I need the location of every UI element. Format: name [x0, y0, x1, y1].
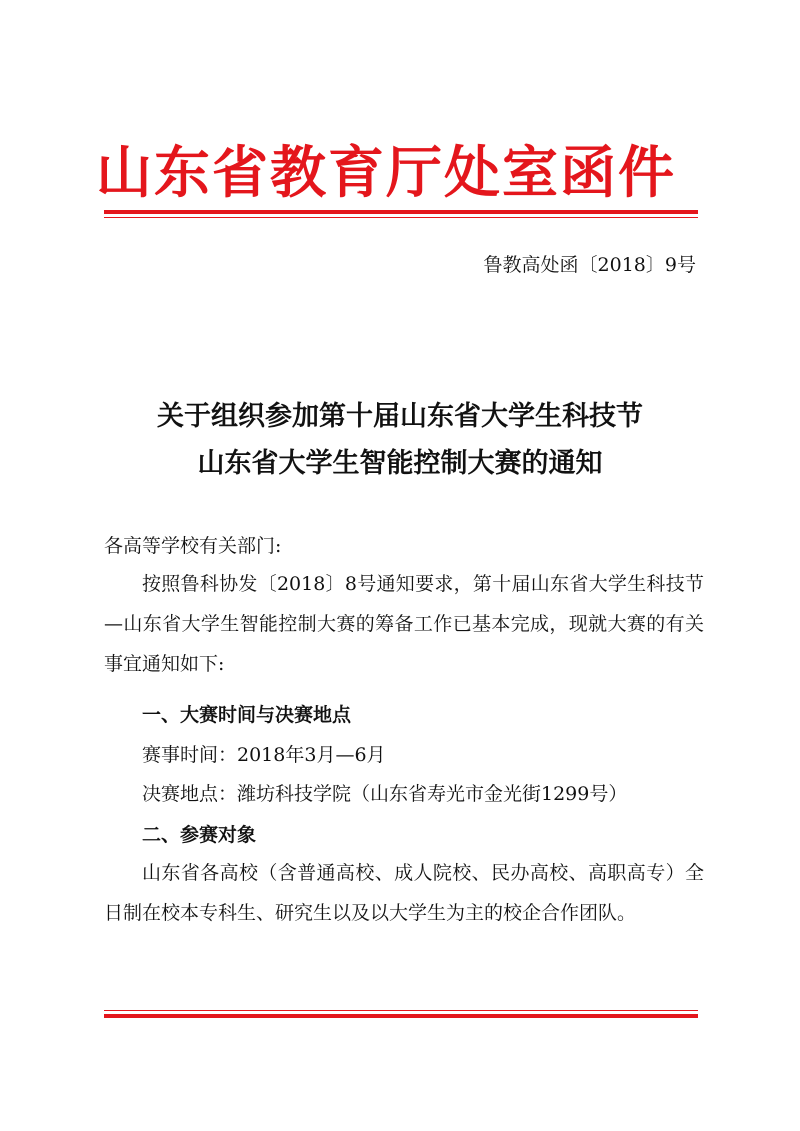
event-time: 赛事时间：2018年3月—6月: [142, 744, 386, 766]
red-divider-thick-line: [104, 210, 698, 214]
document-title-line-1: 关于组织参加第十届山东省大学生科技节: [157, 401, 643, 432]
document-number: 鲁教高处函〔2018〕9号: [483, 254, 696, 276]
red-divider-bottom: [104, 1010, 698, 1022]
document-title-line-2: 山东省大学生智能控制大赛的通知: [197, 448, 603, 479]
section-2-heading: 二、参赛对象: [142, 824, 257, 846]
red-divider-top: [104, 210, 698, 222]
red-divider-thick-line: [104, 1014, 698, 1018]
final-venue: 决赛地点：潍坊科技学院（山东省寿光市金光街1299号）: [142, 783, 628, 805]
red-divider-thin-line: [104, 1010, 698, 1011]
red-divider-thin-line: [104, 217, 698, 218]
participants-paragraph: 山东省各高校（含普通高校、成人院校、民办高校、高职高专）全日制在校本专科生、研究生以及以大学生为主的校企合作团队。: [104, 862, 704, 924]
letterhead-title: 山东省教育厅处室函件: [96, 140, 676, 206]
section-1-heading: 一、大赛时间与决赛地点: [142, 704, 352, 726]
salutation: 各高等学校有关部门:: [104, 535, 282, 557]
document-title: [100, 393, 700, 487]
intro-paragraph: 按照鲁科协发〔2018〕8号通知要求，第十届山东省大学生科技节—山东省大学生智能控制大赛的筹备工作已基本完成，现就大赛的有关事宜通知如下:: [104, 573, 704, 675]
